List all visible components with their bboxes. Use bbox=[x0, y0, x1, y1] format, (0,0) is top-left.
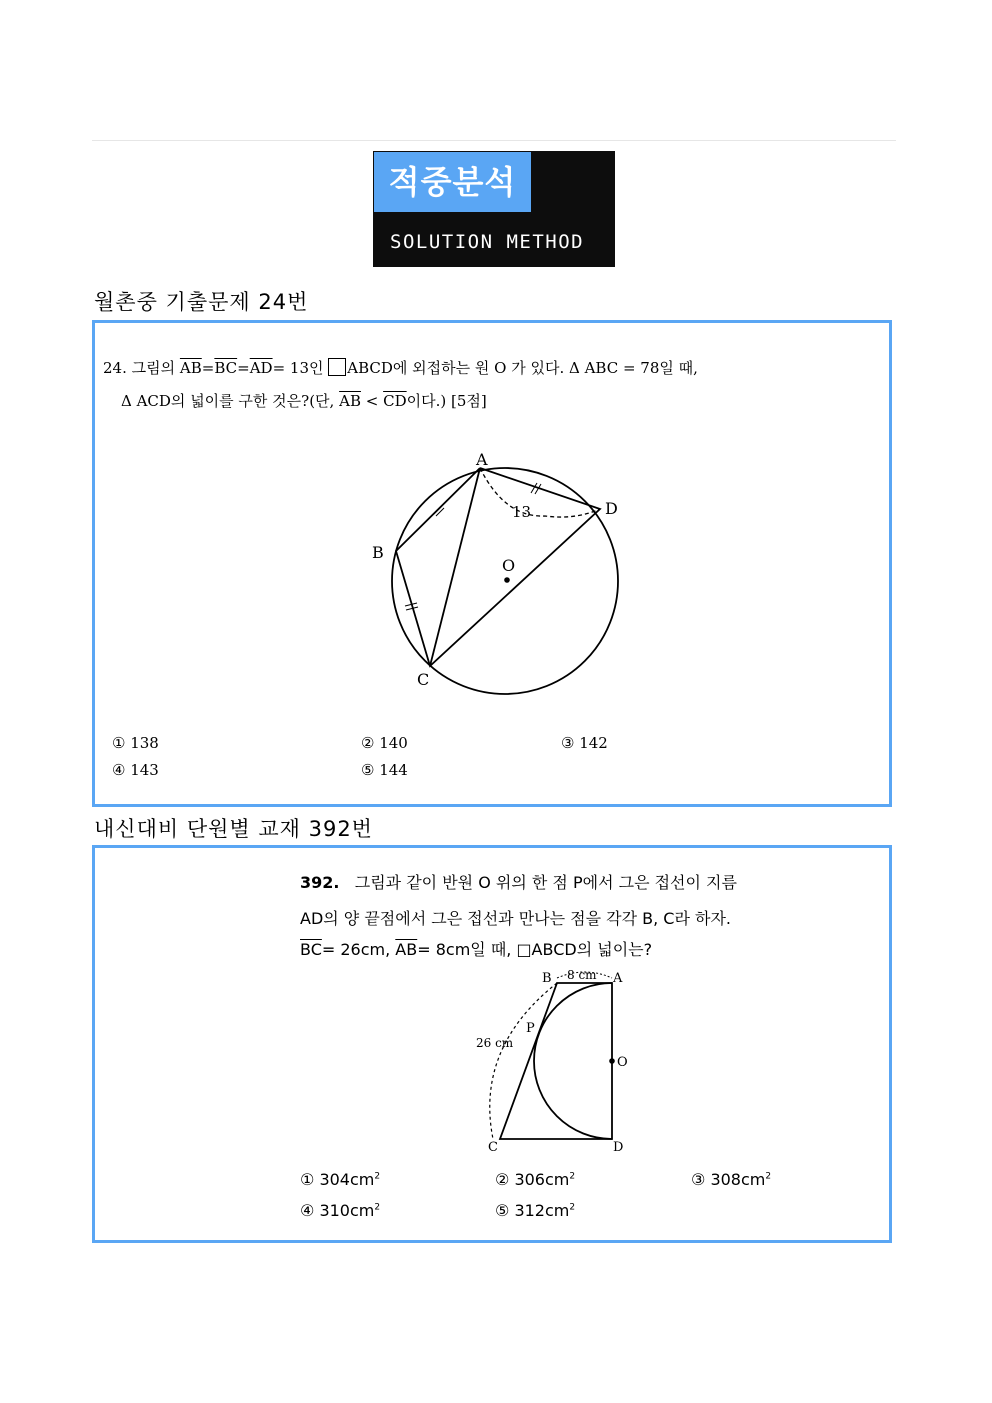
label-8cm: 8 cm bbox=[567, 968, 597, 982]
quadrilateral-abcd bbox=[396, 468, 600, 666]
section2-label: 내신대비 단원별 교재 392번 bbox=[94, 817, 373, 841]
question2-line1: 392. 그림과 같이 반원 O 위의 한 점 P에서 그은 접선이 지름 bbox=[300, 873, 737, 892]
label-d: D bbox=[605, 499, 618, 518]
choice-1[interactable]: ① $304cm^2$ bbox=[300, 1170, 381, 1189]
choice-4[interactable]: ④ $310cm^2$ bbox=[300, 1201, 381, 1220]
center-dot-o bbox=[609, 1058, 615, 1064]
choice-1[interactable]: ① 138 bbox=[112, 734, 159, 752]
label-o: O bbox=[617, 1055, 628, 1070]
label-26cm: 26 cm bbox=[476, 1036, 514, 1050]
banner-subtitle: SOLUTION METHOD bbox=[390, 231, 585, 253]
question1-line1: 24. 그림의 $\overline{AB}=\overline{BC}=\overline{AD}= 13$인 ABCD에 외접하는 원 O 가 있다. Δ ABC = 78일 때, bbox=[103, 359, 698, 377]
label-c: C bbox=[417, 670, 430, 689]
choice-2[interactable]: ② $306cm^2$ bbox=[495, 1170, 576, 1189]
choice-2[interactable]: ② 140 bbox=[361, 734, 408, 752]
diagonal-ac bbox=[430, 468, 480, 666]
solution-banner bbox=[373, 151, 615, 267]
choice-3[interactable]: ③ $308cm^2$ bbox=[691, 1170, 772, 1189]
choice-4[interactable]: ④ 143 bbox=[112, 761, 159, 779]
section1-label: 월촌중 기출문제 24번 bbox=[94, 290, 309, 314]
label-b: B bbox=[542, 971, 552, 986]
dashed-arc-ad bbox=[480, 468, 600, 517]
choice-3[interactable]: ③ 142 bbox=[561, 734, 608, 752]
problem-box-1 bbox=[92, 320, 892, 807]
banner-title: 적중분석 bbox=[374, 152, 531, 212]
question2-line3: $\overline{BC}= 26cm$, $\overline{AB}= 8cm$일 때, □ABCD의 넓이는? bbox=[300, 940, 653, 959]
label-o: O bbox=[502, 556, 516, 575]
figure-circumscribed-quadrilateral bbox=[95, 323, 889, 804]
label-d: D bbox=[613, 1140, 624, 1155]
label-c: C bbox=[488, 1140, 498, 1155]
label-a: A bbox=[613, 971, 623, 986]
problem-box-2 bbox=[92, 845, 892, 1243]
choice-5[interactable]: ⑤ 144 bbox=[361, 761, 408, 779]
question2-line2: AD의 양 끝점에서 그은 접선과 만나는 점을 각각 B, C라 하자. bbox=[300, 909, 732, 928]
dashed-arc-bc bbox=[490, 983, 557, 1139]
label-p: P bbox=[526, 1021, 535, 1036]
center-dot-o bbox=[504, 577, 510, 583]
label-a: A bbox=[476, 450, 488, 469]
top-divider bbox=[92, 140, 896, 141]
tick-ab bbox=[434, 506, 442, 514]
label-b: B bbox=[372, 543, 384, 562]
semicircle-o bbox=[534, 983, 612, 1139]
question1-line2: Δ ACD의 넓이를 구한 것은?(단, $\overline{AB} < \overline{CD}$이다.) [5점] bbox=[121, 392, 487, 410]
choice-5[interactable]: ⑤ $312cm^2$ bbox=[495, 1201, 576, 1220]
label-13: 13 bbox=[512, 503, 532, 521]
